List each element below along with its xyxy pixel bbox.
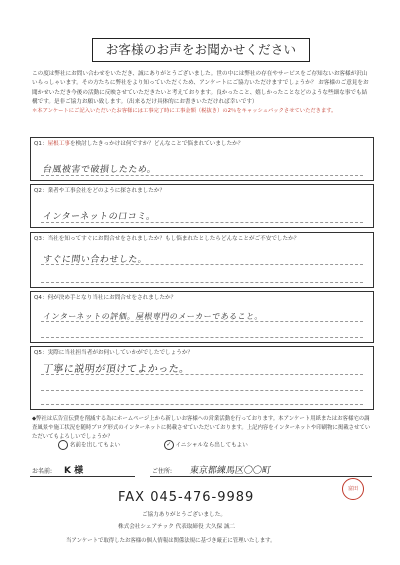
publication-options: [58, 440, 248, 450]
privacy-notice: 当アンケートで取得したお客様の個人情報は関係法規に基づき厳正に管理いたします。: [66, 538, 276, 544]
answer-line: [41, 282, 363, 283]
address-value: 東京都練馬区〇〇町: [189, 466, 272, 476]
address-field[interactable]: [150, 462, 372, 477]
name-field[interactable]: [30, 462, 135, 477]
question-box-q4: [30, 291, 374, 343]
question-box-q5: [30, 346, 374, 410]
publication-consent-text: ◆弊社は広告宣伝費を削減する為にホームページ上から新しいお客様への営業活動を行っております。本アンケート用紙またはお客様宅の調査風景や施工状況を随時ブログ形式のインターネットに掲載させていただいております。上記内容をインターネットや印刷物に掲載させていただいてもよろしいでしょうか？: [32, 416, 371, 440]
question-label-q2: Q2：業者や工事会社をどのように探されましたか？: [34, 188, 166, 194]
intro-text: この度は弊社にお問い合わせをいただき、誠にありがとうございました。世の中には弊社の存在やサービスをご存知ないお客様が沢山いらっしゃいます。その方たちに弊社をより知っていただくため、アンケートにご協力いただけますでしょうか？ お客様のご意見をお聞かせいただき今後の活動に反映させていただきたいと考えております。良かったこと、嬉しかったことなどのような些細な事でも結構です。是非ご協力お願い致します。（出来るだけ具体的にお書きいただければ幸いです）: [32, 71, 369, 106]
answer-q4: インターネットの評価。屋根専門のメーカーであること。: [42, 312, 264, 321]
name-label: お名前:: [32, 468, 53, 475]
answer-q5: 丁寧に説明が頂けてよかった。: [41, 364, 191, 375]
question-box-q3: [30, 232, 374, 288]
company-info: 株式会社シェアテック 代表取締役 大久保 誠二: [118, 524, 236, 530]
name-value: K 様: [64, 466, 84, 476]
thanks-text: ご協力ありがとうございました。: [142, 512, 226, 518]
option-full-name-radio[interactable]: [58, 440, 68, 450]
answer-line: [41, 337, 363, 338]
answer-line: [41, 175, 363, 176]
address-label: ご住所:: [152, 468, 173, 475]
fax-number: FAX 045-476-9989: [118, 490, 255, 505]
answer-q3: すぐに問い合わせした。: [42, 255, 149, 265]
question-label-q4: Q4：何が決め手となり当社にお問合せをされましたか？: [34, 295, 177, 301]
answer-q1: 台風被害で破損したため。: [42, 165, 158, 175]
question-label-q5: Q5：実際に当社担当者がお伺いしていかがでしたでしょうか？: [34, 350, 194, 356]
question-box-q2: [30, 184, 374, 228]
page-title: お客様のお声をお聞かせください: [92, 38, 310, 62]
answer-line: [41, 222, 363, 223]
hanko-stamp: 富田: [342, 478, 364, 500]
answer-line: [41, 404, 363, 405]
option-initials-radio[interactable]: ✓: [164, 440, 174, 450]
question-label-q1: Q1：屋根工事を検討したきっかけは何ですか？どんなことで悩まれていましたか？: [34, 141, 244, 147]
cashback-note: ＊本アンケートにご記入いただいたお客様には工事完了時に工事金額（税抜き）の2％をキャッシュバックさせていただきます。: [32, 108, 337, 114]
option-full-name-label: 名前を出してもよい: [69, 442, 121, 449]
answer-line: [41, 390, 363, 391]
question-label-q3: Q3：当社を知ってすぐにお問合せをされましたか？もし悩まれたとしたらどんなことがご不安でしたか？: [34, 236, 300, 242]
option-initials-label: イニシャルなら出してもよい: [175, 442, 248, 449]
question-box-q1: [30, 137, 374, 181]
answer-q2: インターネットの口コミ。: [42, 212, 157, 222]
